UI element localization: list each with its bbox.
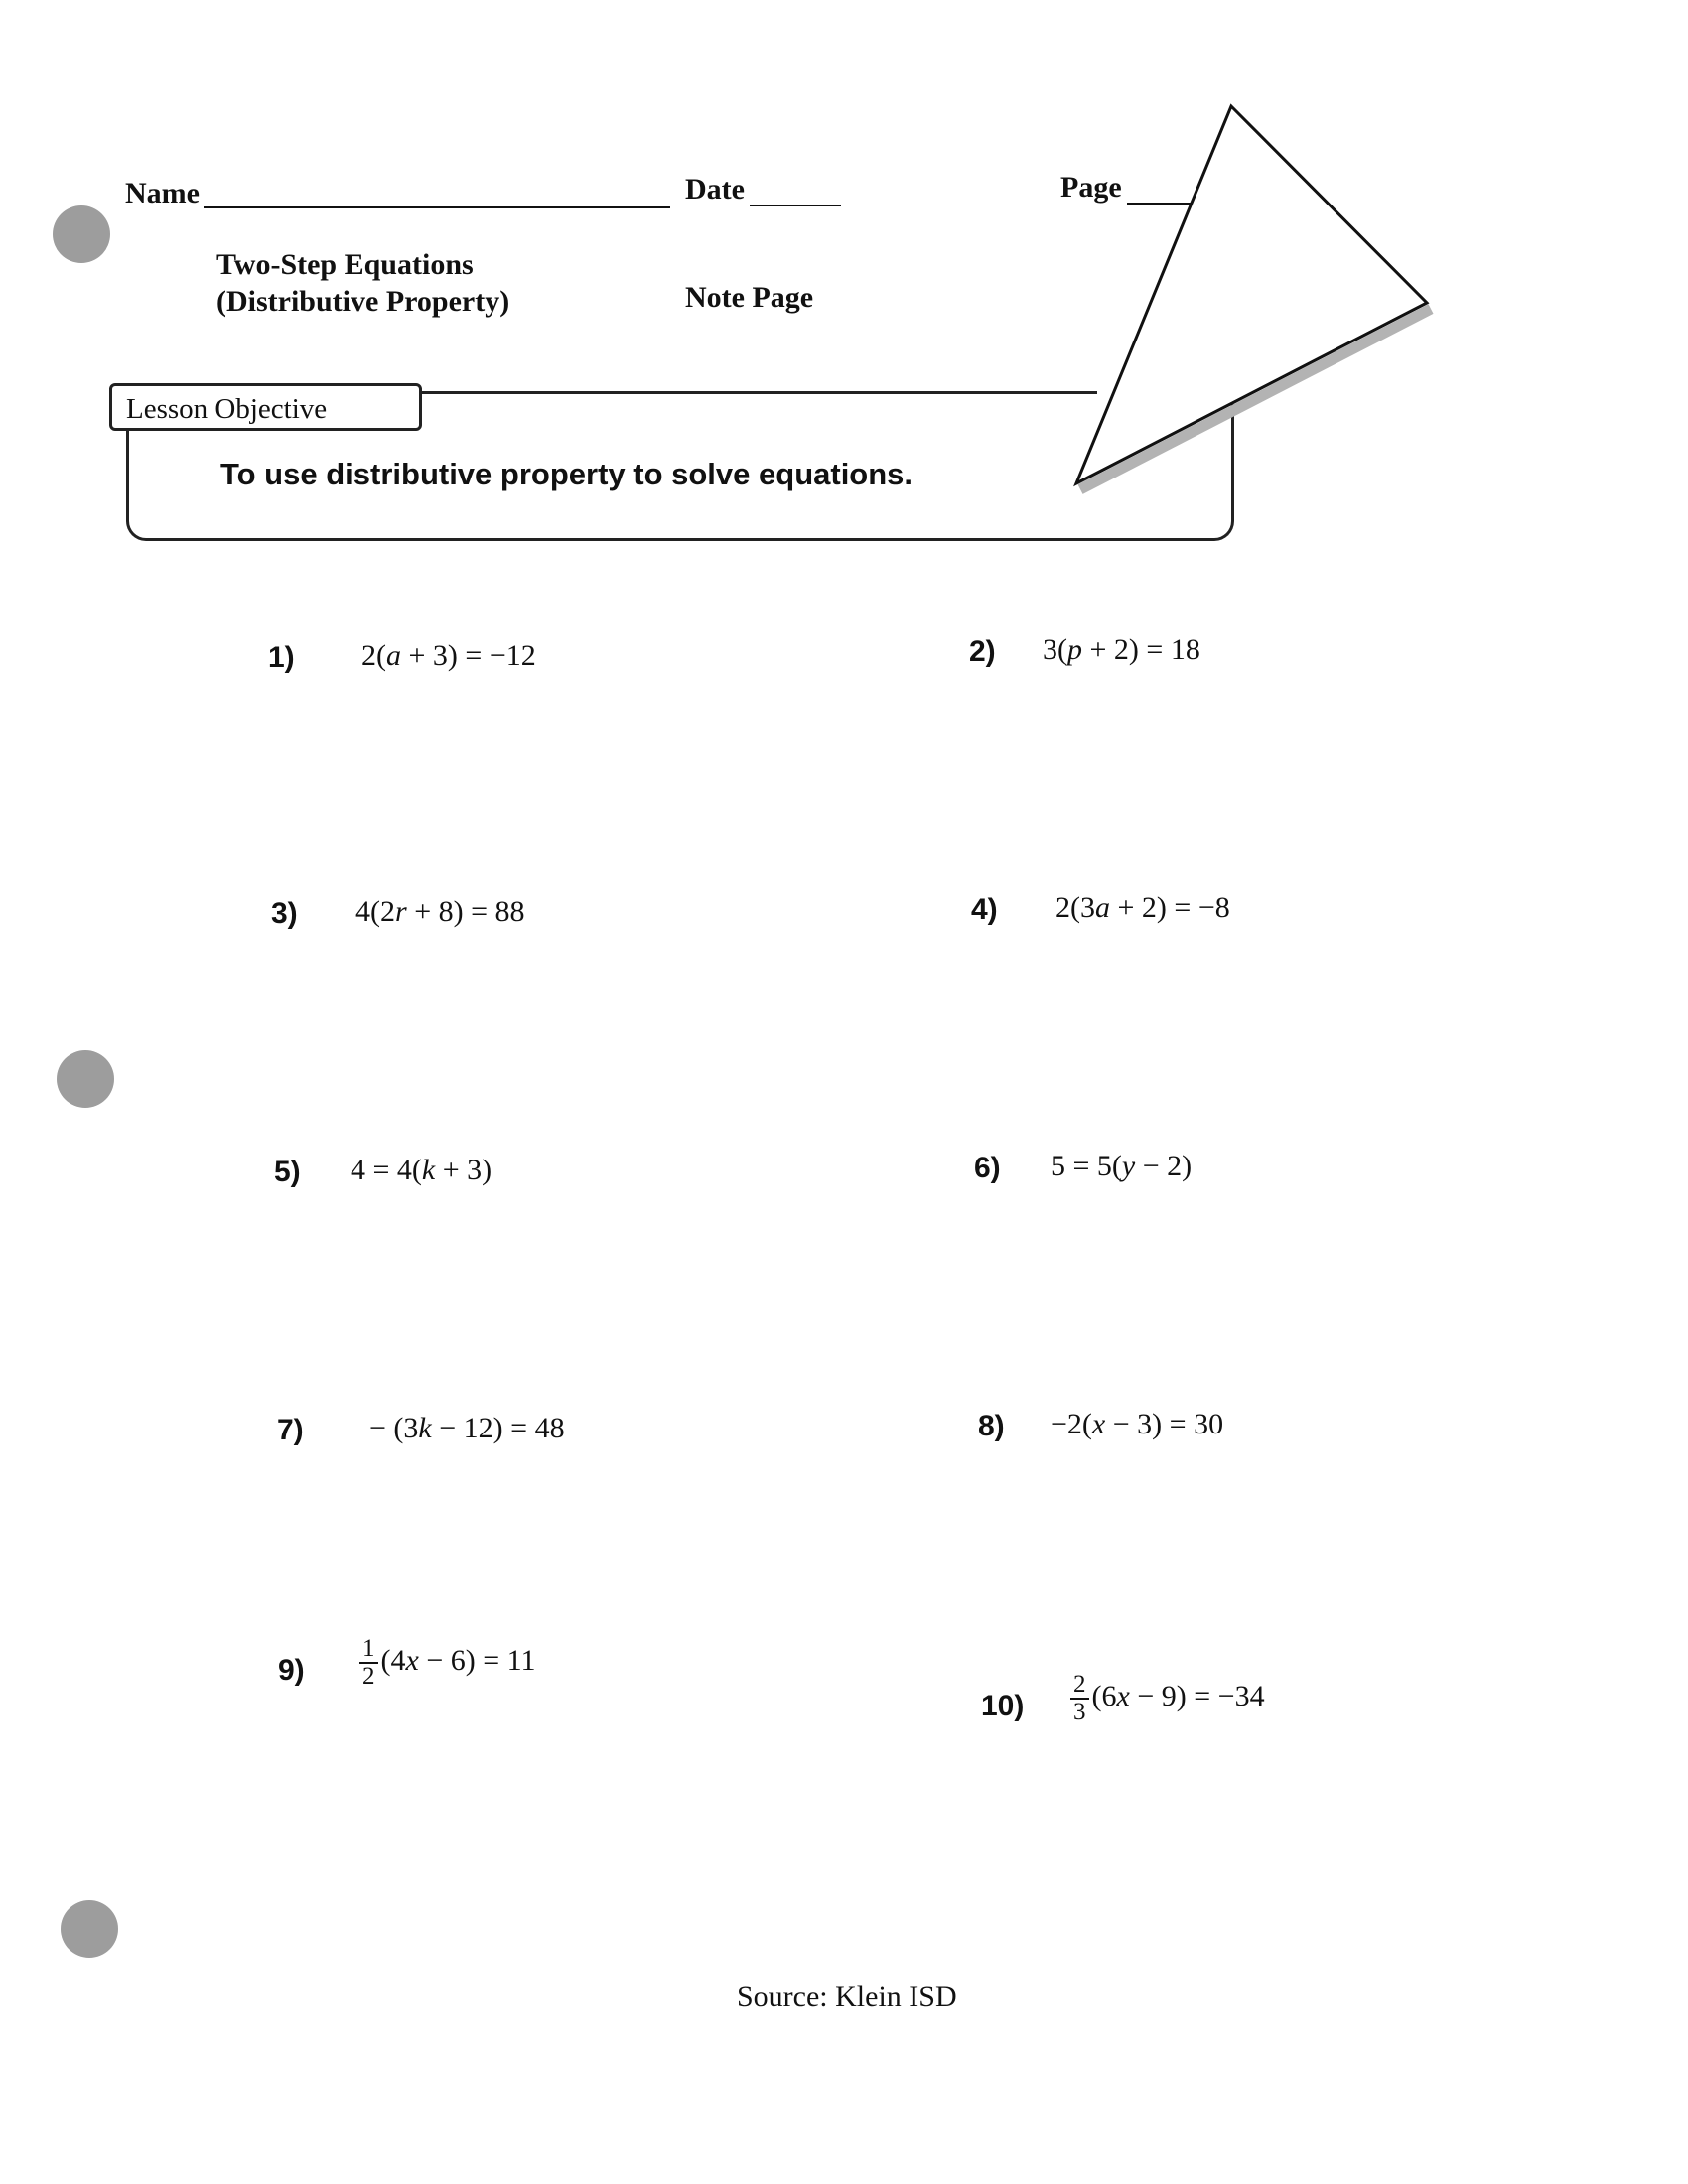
- date-label: Date: [685, 173, 745, 205]
- binder-hole-middle: [57, 1050, 114, 1108]
- problem-6-equation: 5 = 5(y − 2): [1051, 1150, 1193, 1182]
- problem-4-number: 4): [971, 893, 998, 926]
- worksheet-title: [216, 246, 509, 320]
- problem-10-equation: $\frac{2}{3}$ (6x − 9) = −34: [1070, 1672, 1265, 1725]
- date-field[interactable]: [750, 205, 841, 206]
- problem-7-number: 7): [277, 1414, 304, 1446]
- problem-9-equation: $\frac{1}{2}$ (4x − 6) = 11: [359, 1636, 536, 1690]
- problem-8-equation: −2(x − 3) = 30: [1051, 1408, 1224, 1440]
- lesson-objective-text: To use distributive property to solve equations.: [220, 457, 914, 491]
- problem-5-equation: 4 = 4(k + 3): [351, 1154, 492, 1186]
- problem-7-equation: − (3k − 12) = 48: [369, 1412, 565, 1444]
- problem-4-equation: 2(3a + 2) = −8: [1055, 891, 1230, 924]
- problem-2-equation: 3(p + 2) = 18: [1043, 633, 1200, 666]
- objective-box-top-border: [422, 391, 1097, 394]
- fraction-one-half: $\frac{1}{2}$: [359, 1636, 378, 1690]
- name-field[interactable]: [204, 206, 670, 208]
- problem-5-number: 5): [274, 1156, 301, 1188]
- problem-10-number: 10): [981, 1690, 1025, 1722]
- worksheet-title-line1: Two-Step Equations: [216, 248, 474, 281]
- problem-1-number: 1): [268, 641, 295, 674]
- fraction-two-thirds: $\frac{2}{3}$: [1070, 1672, 1089, 1725]
- name-label: Name: [125, 177, 200, 209]
- triangle-icon: [1043, 94, 1450, 501]
- binder-hole-bottom: [61, 1900, 118, 1958]
- source-credit: Source: Klein ISD: [737, 1980, 957, 2013]
- problem-9-number: 9): [278, 1654, 305, 1687]
- problem-6-number: 6): [974, 1152, 1001, 1184]
- page-label: Page: [1060, 171, 1122, 204]
- binder-hole-top: [53, 205, 110, 263]
- lesson-objective-tab: Lesson Objective: [109, 383, 422, 431]
- problem-3-number: 3): [271, 897, 298, 930]
- note-page-label: Note Page: [685, 281, 814, 314]
- problem-1-equation: 2(a + 3) = −12: [361, 639, 536, 672]
- worksheet-title-line2: (Distributive Property): [216, 285, 510, 318]
- problem-2-number: 2): [969, 635, 996, 668]
- problem-8-number: 8): [978, 1410, 1005, 1442]
- problem-3-equation: 4(2r + 8) = 88: [355, 895, 525, 928]
